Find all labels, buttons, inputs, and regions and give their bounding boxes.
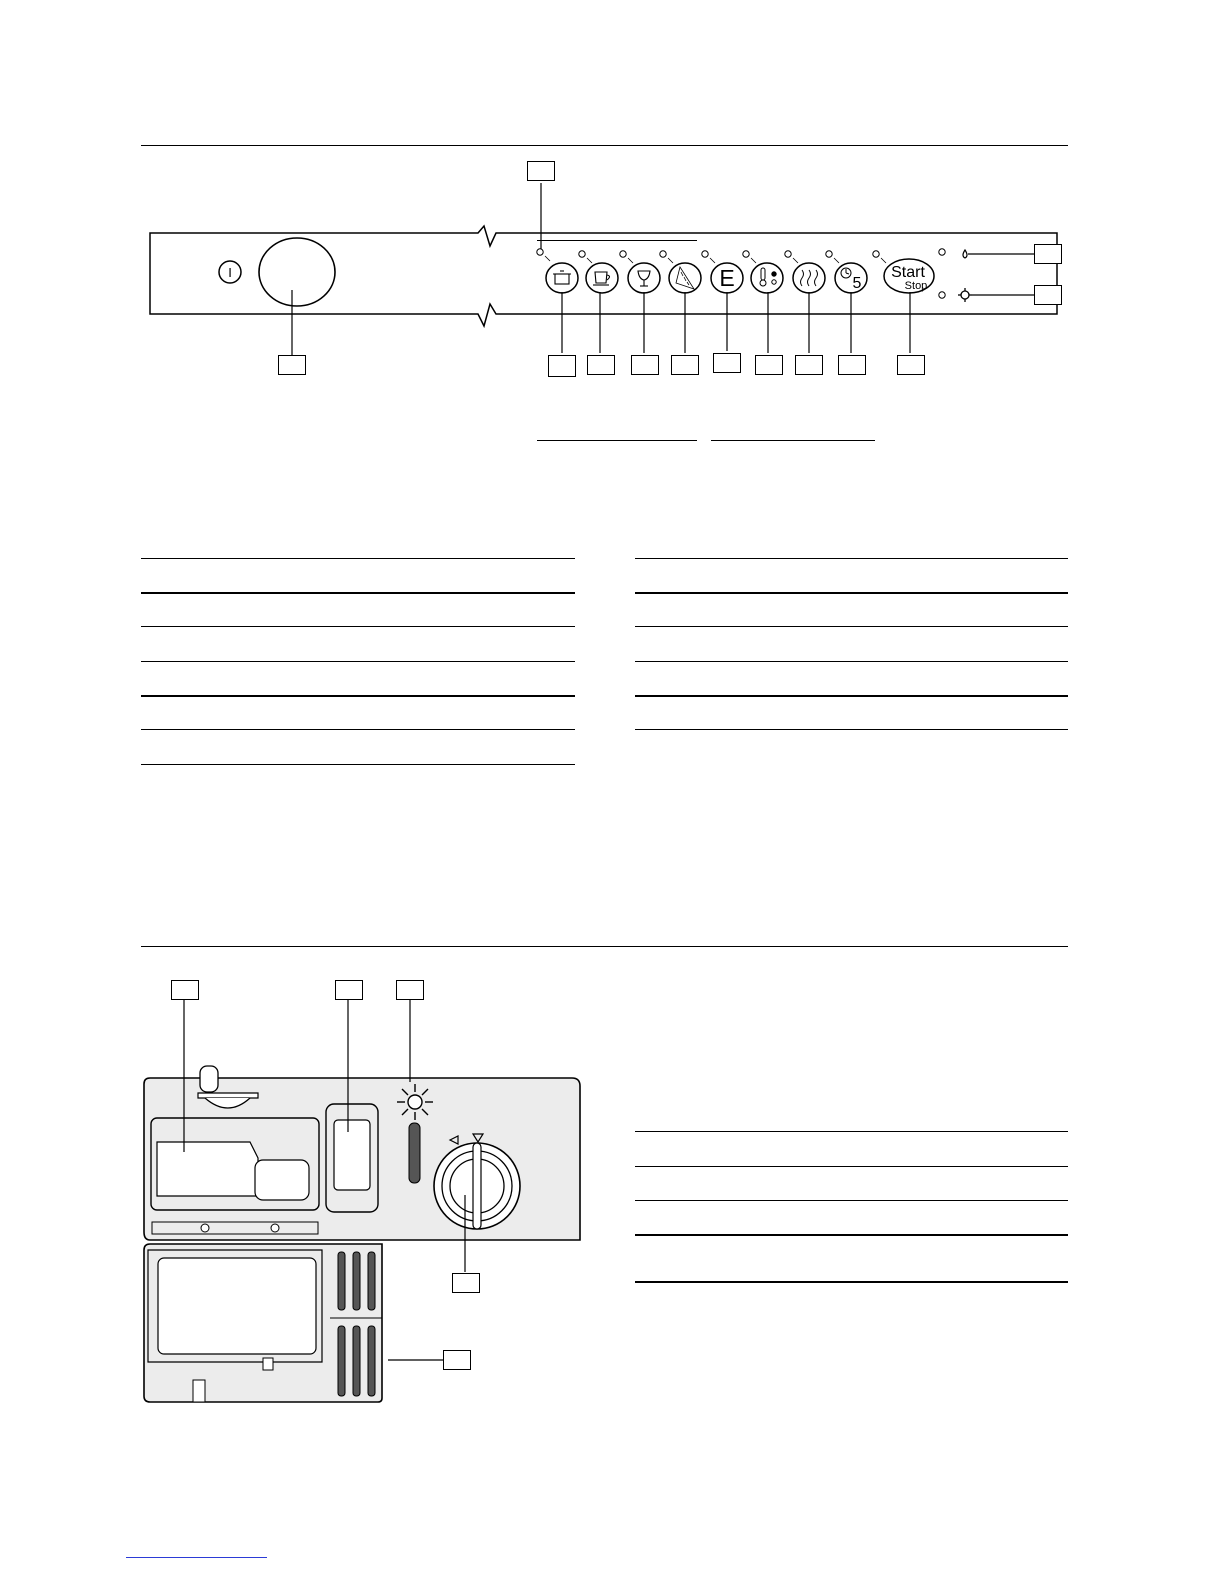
callout-box	[443, 1350, 471, 1370]
stop-label: Stop	[904, 280, 928, 292]
power-symbol: I	[228, 265, 232, 280]
callout-box	[335, 980, 363, 1000]
spark-icon	[397, 1084, 433, 1120]
callout-box	[171, 980, 199, 1000]
start-label: Start	[891, 264, 925, 281]
callout-box	[452, 1273, 480, 1293]
rinse-level-window	[409, 1123, 420, 1183]
footer-link-underline[interactable]	[126, 1557, 267, 1558]
legend-rule	[635, 1166, 1068, 1167]
legend-rule	[635, 1200, 1068, 1201]
timer-digit: 5	[852, 275, 862, 292]
legend-rule	[635, 1234, 1068, 1236]
legend-rule	[635, 1281, 1068, 1283]
legend-rule	[635, 1131, 1068, 1132]
callout-box	[396, 980, 424, 1000]
eco-e-icon: E	[719, 265, 735, 291]
